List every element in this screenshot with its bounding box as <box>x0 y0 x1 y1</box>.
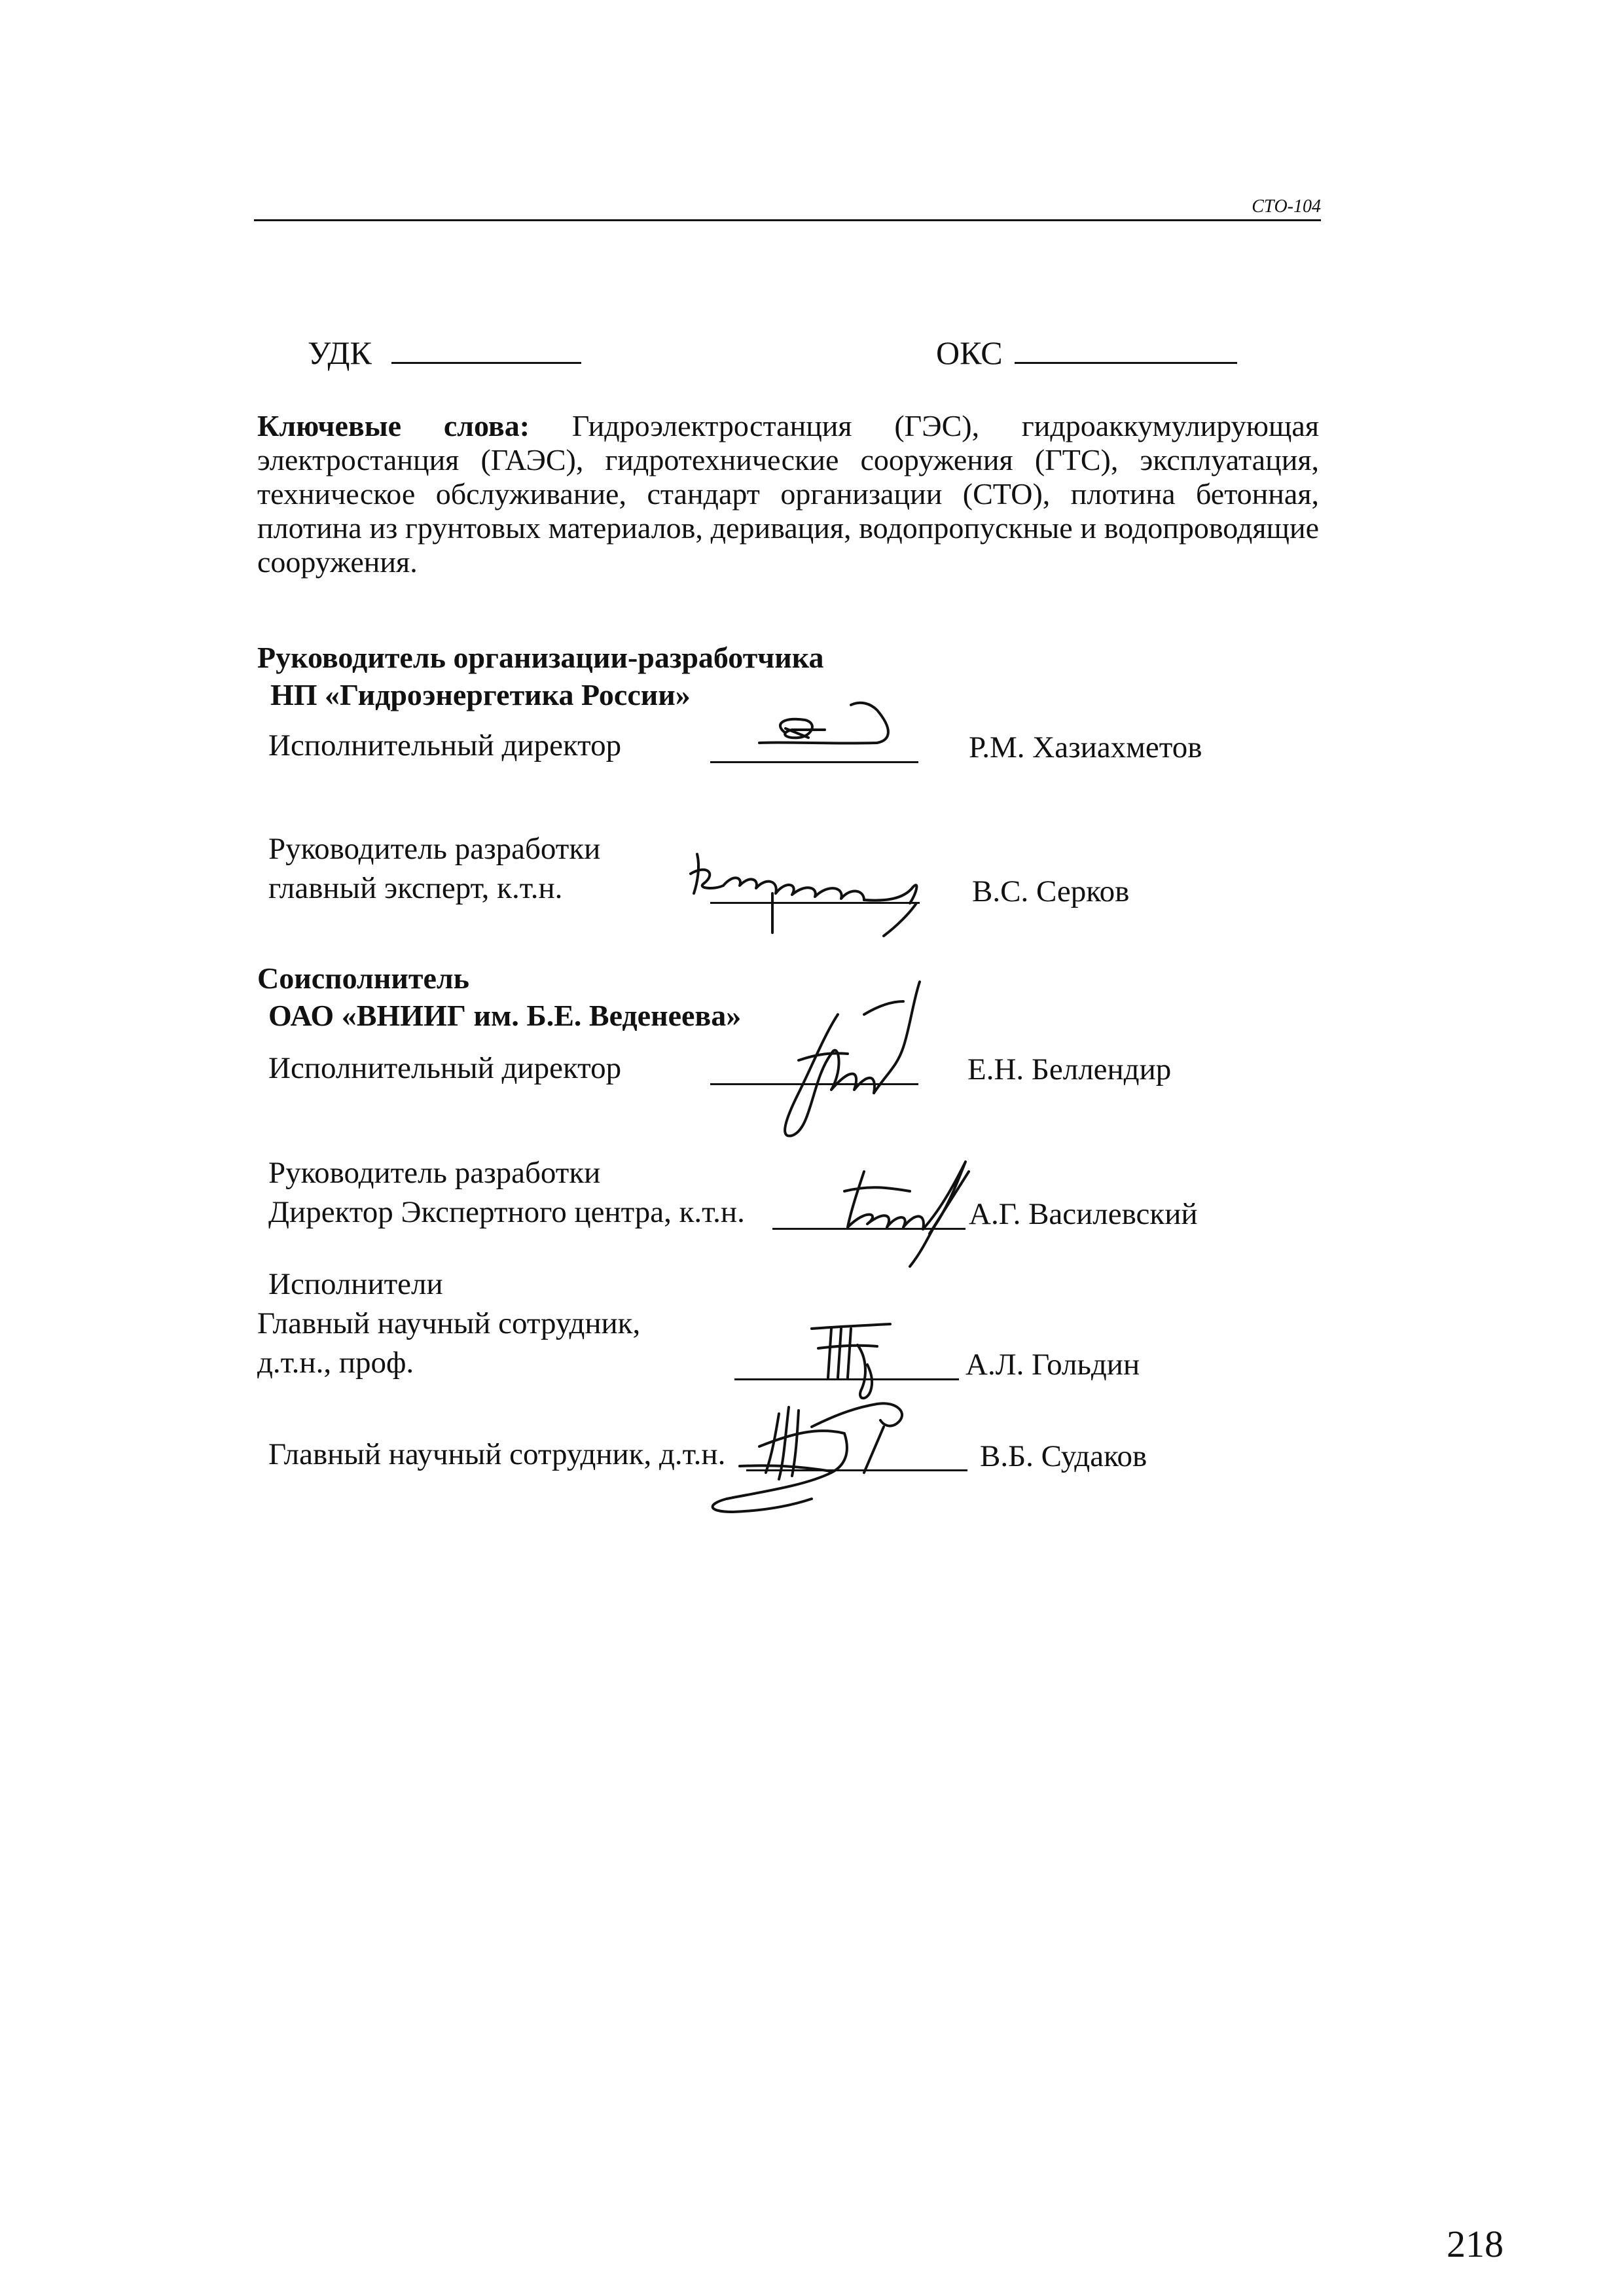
oks-blank-line <box>1015 336 1237 364</box>
udk-field <box>308 334 581 372</box>
oks-field <box>936 334 1237 372</box>
signature-line <box>710 902 920 904</box>
signatory-role-line-2: д.т.н., проф. <box>257 1346 414 1380</box>
signatory-role: Исполнительный директор <box>268 1051 622 1085</box>
co-executor-heading-1: Соисполнитель <box>257 961 469 995</box>
signatory-role: Исполнительный директор <box>268 728 622 762</box>
signatory-role-line-1: Главный научный сотрудник, <box>257 1306 641 1340</box>
oks-label: ОКС <box>936 334 1003 371</box>
signatory-role-line-2: Директор Экспертного центра, к.т.н. <box>268 1195 745 1229</box>
header-rule <box>254 219 1321 221</box>
signatory-role-line-2: главный эксперт, к.т.н. <box>268 871 563 905</box>
developer-heading-2: НП «Гидроэнергетика России» <box>270 678 691 711</box>
signatory-name: Е.Н. Беллендир <box>967 1052 1172 1086</box>
signature-serkov <box>687 848 949 939</box>
document-code: СТО-104 <box>1252 196 1321 217</box>
signatory-name: В.Б. Судаков <box>980 1439 1147 1473</box>
signature-hazihmetov <box>746 697 903 769</box>
signatory-role: Главный научный сотрудник, д.т.н. <box>268 1437 726 1471</box>
keywords-text: Гидроэлектростанция (ГЭС), гидроаккумулирующая электростанция (ГАЭС), гидротехнические сооружения (ГТС), эксплуатация, техническое обслуживание, стандарт организации (СТО), плотина бетонная, плотина из грунтовых материалов, деривация, водопропускные и водопроводящие сооружения. <box>257 409 1319 579</box>
executors-heading: Исполнители <box>268 1267 443 1301</box>
signatory-name: А.Л. Гольдин <box>965 1348 1140 1382</box>
signature-vasilevsky <box>831 1152 982 1270</box>
page-number: 218 <box>1447 2223 1504 2265</box>
signatory-role-line-1: Руководитель разработки <box>268 832 601 866</box>
keywords-paragraph <box>257 409 1319 579</box>
udk-label: УДК <box>308 334 372 371</box>
signature-bellendir <box>772 975 929 1145</box>
signatory-name: А.Г. Василевский <box>969 1197 1198 1231</box>
keywords-label: Ключевые слова: <box>257 409 530 442</box>
signatory-name: Р.М. Хазиахметов <box>969 730 1202 764</box>
developer-heading-1: Руководитель организации-разработчика <box>257 641 824 674</box>
signature-sudakov <box>681 1388 956 1518</box>
co-executor-heading-2: ОАО «ВНИИГ им. Б.Е. Веденеева» <box>268 999 742 1032</box>
signatory-name: В.С. Серков <box>972 874 1130 908</box>
signatory-role-line-1: Руководитель разработки <box>268 1156 601 1190</box>
udk-blank-line <box>391 336 581 364</box>
